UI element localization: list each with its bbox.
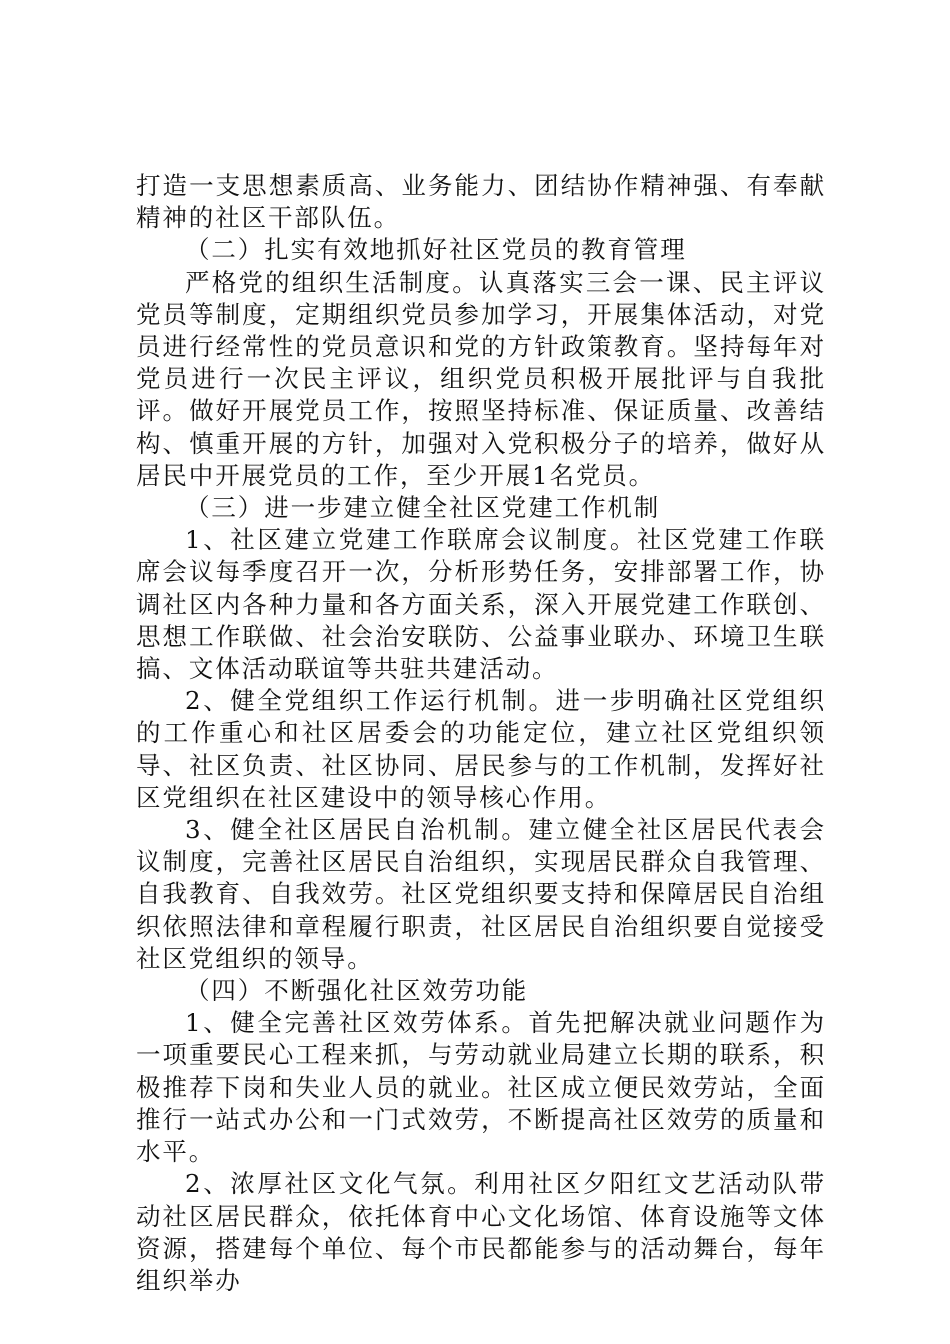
paragraph-party-education: 严格党的组织生活制度。认真落实三会一课、民主评议党员等制度，定期组织党员参加学习，开展集体活动，对党员进行经常性的党员意识和党的方针政策教育。坚持每年对党员进行一次民主评议，组织党员积极开展批评与自我批评。做好开展党员工作，按照坚持标准、保证质量、改善结构、慎重开展的方针，加强对入党积极分子的培养，做好从居民中开展党员的工作，至少开展1名党员。 [136,267,826,490]
paragraph-self-governance: 3、健全社区居民自治机制。建立健全社区居民代表会议制度，完善社区居民自治组织，实现居民群众自我管理、自我教育、自我效劳。社区党组织要支持和保障居民自治组织依照法律和章程履行职责，社区居民自治组织要自觉接受社区党组织的领导。 [136,815,826,973]
paragraph-continuation: 打造一支思想素质高、业务能力、团结协作精神强、有奉献精神的社区干部队伍。 [136,171,826,233]
section-heading-3: （三）进一步建立健全社区党建工作机制 [185,493,661,523]
paragraph-service-system: 1、健全完善社区效劳体系。首先把解决就业问题作为一项重要民心工程来抓，与劳动就业局建立长期的联系，积极推荐下岗和失业人员的就业。社区成立便民效劳站，全面推行一站式办公和一门式效劳，不断提高社区效劳的质量和水平。 [136,1008,826,1167]
section-heading-4: （四）不断强化社区效劳功能 [185,976,529,1006]
section-heading-2: （二）扎实有效地抓好社区党员的教育管理 [185,235,687,265]
paragraph-culture: 2、浓厚社区文化气氛。利用社区夕阳红文艺活动队带动社区居民群众，依托体育中心文化场馆、体育设施等文体资源，搭建每个单位、每个市民都能参与的活动舞台，每年组织举办 [136,1169,826,1295]
paragraph-operation-mechanism: 2、健全党组织工作运行机制。进一步明确社区党组织的工作重心和社区居委会的功能定位，建立社区党组织领导、社区负责、社区协同、居民参与的工作机制，发挥好社区党组织在社区建设中的领导核心作用。 [136,686,826,812]
document-body [136,170,826,1297]
paragraph-joint-meeting: 1、社区建立党建工作联席会议制度。社区党建工作联席会议每季度召开一次，分析形势任务，安排部署工作，协调社区内各种力量和各方面关系，深入开展党建工作联创、思想工作联做、社会治安联防、公益事业联办、环境卫生联搞、文体活动联谊等共驻共建活动。 [136,525,826,684]
